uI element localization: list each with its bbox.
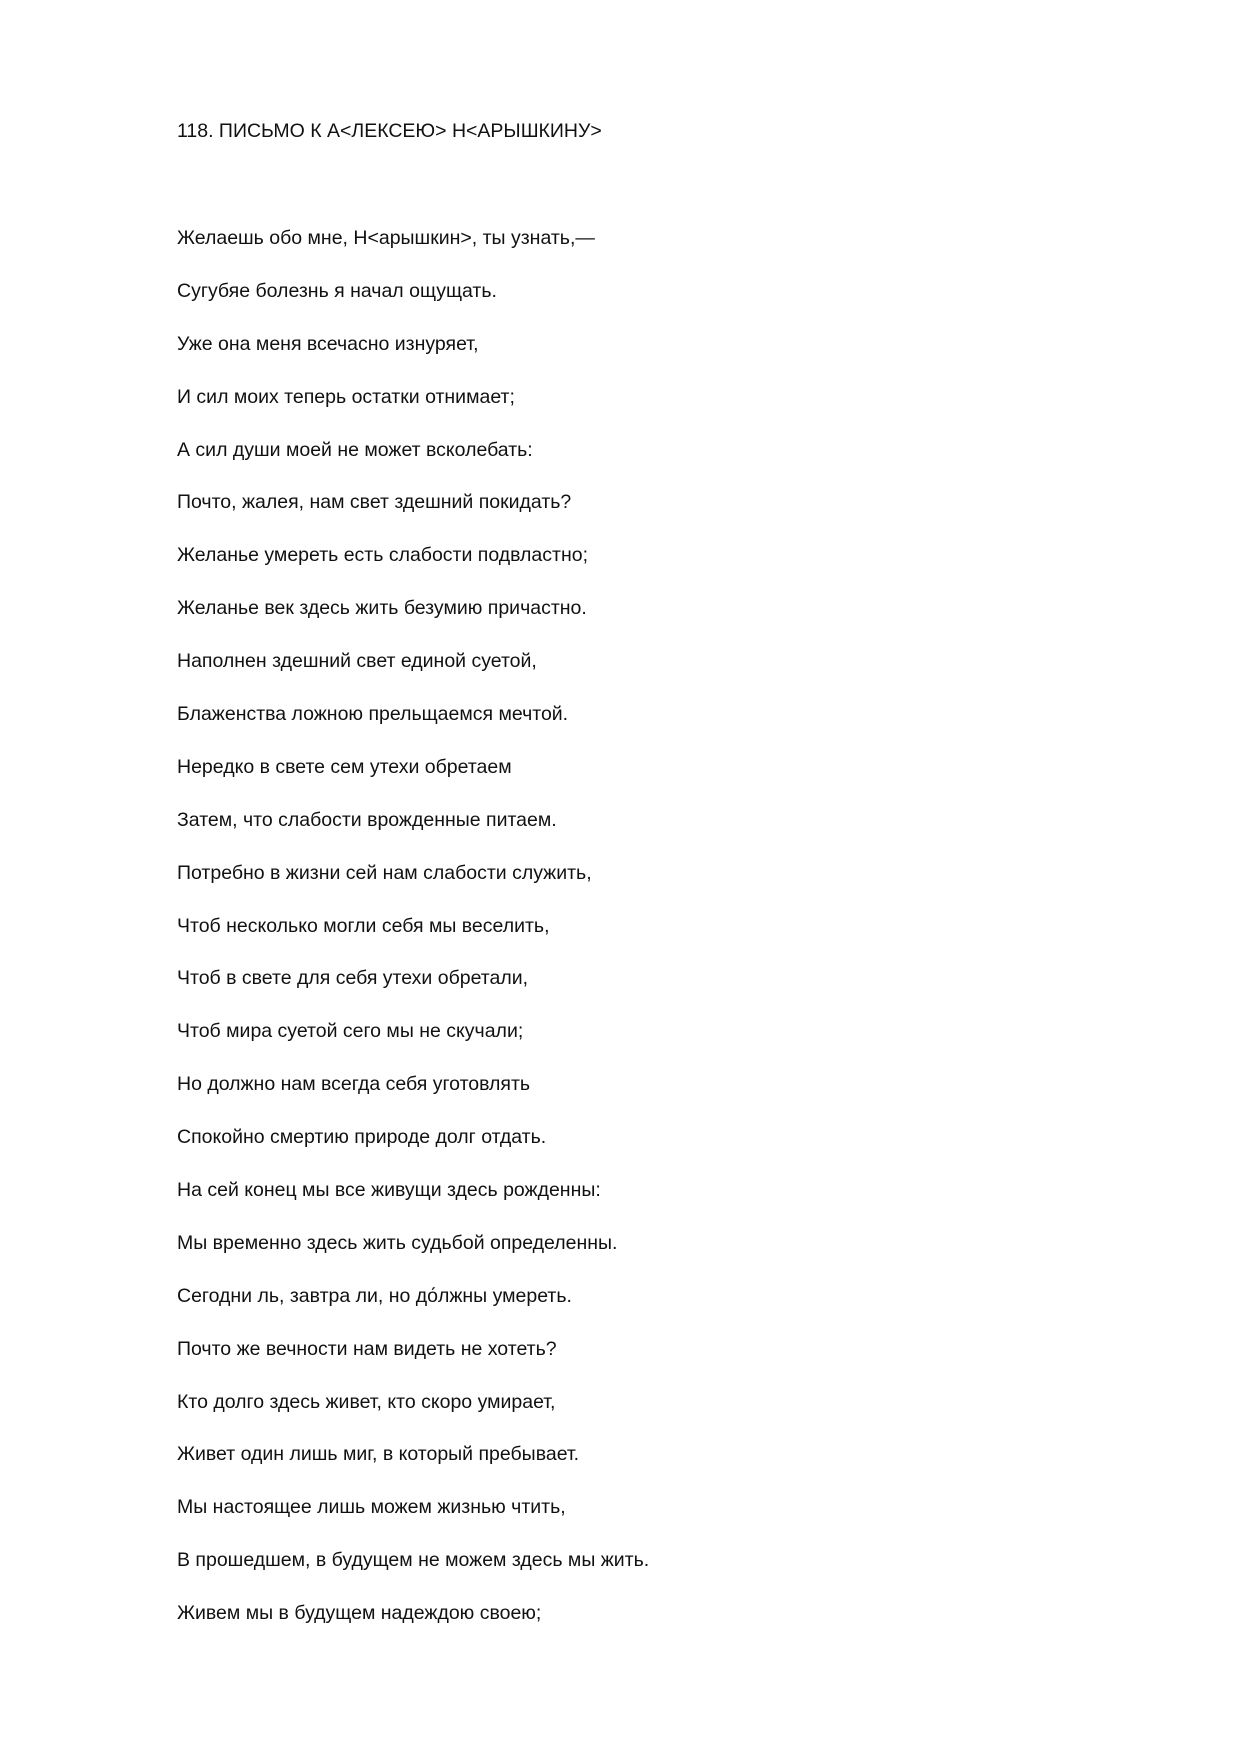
poem-line: И сил моих теперь остатки отнимает;	[177, 385, 515, 408]
poem-line: Желанье век здесь жить безумию причастно.	[177, 597, 587, 620]
poem-line: Желаешь обо мне, Н<арышкин>, ты узнать,—	[177, 227, 595, 249]
poem-line: Сугубяе болезнь я начал ощущать.	[177, 279, 497, 302]
poem-line: Потребно в жизни сей нам слабости служить,	[177, 861, 592, 884]
poem-line: Чтоб в свете для себя утехи обретали,	[177, 967, 529, 990]
poem-line: Чтоб несколько могли себя мы веселить,	[177, 914, 550, 937]
poem-line: Живет один лишь миг, в который пребывает.	[177, 1443, 580, 1466]
poem-line: Мы временно здесь жить судьбой определенны.	[177, 1231, 618, 1254]
poem-line: Уже она меня всечасно изнуряет,	[177, 332, 479, 355]
poem-body	[177, 225, 649, 1653]
poem-line: Блаженства ложною прельщаемся мечтой.	[177, 703, 569, 726]
poem-line: Наполнен здешний свет единой суетой,	[177, 650, 537, 673]
poem-line: На сей конец мы все живущи здесь рожденны:	[177, 1179, 601, 1202]
poem-line: Почто, жалея, нам свет здешний покидать?	[177, 491, 572, 514]
poem-line: Спокойно смертию природе долг отдать.	[177, 1126, 547, 1149]
poem-line: Затем, что слабости врожденные питаем.	[177, 808, 557, 831]
poem-line: Чтоб мира суетой сего мы не скучали;	[177, 1020, 524, 1043]
poem-line: Почто же вечности нам видеть не хотеть?	[177, 1337, 557, 1360]
poem-line: Мы настоящее лишь можем жизнью чтить,	[177, 1496, 566, 1519]
poem-line: В прошедшем, в будущем не можем здесь мы жить.	[177, 1549, 650, 1572]
poem-line: Но должно нам всегда себя уготовлять	[177, 1073, 531, 1096]
poem-line: А сил души моей не может всколебать:	[177, 438, 533, 461]
poem-line: Сегодни ль, завтра ли, но до́лжны умереть.	[177, 1284, 572, 1307]
poem-line: Кто долго здесь живет, кто скоро умирает,	[177, 1390, 556, 1413]
poem-line: Желанье умереть есть слабости подвластно;	[177, 544, 588, 567]
poem-line: Нередко в свете сем утехи обретаем	[177, 755, 512, 778]
poem-title: 118. ПИСЬМО К А<ЛЕКСЕЮ> Н<АРЫШКИНУ>	[177, 120, 602, 142]
poem-line: Живем мы в будущем надеждою своею;	[177, 1602, 542, 1625]
